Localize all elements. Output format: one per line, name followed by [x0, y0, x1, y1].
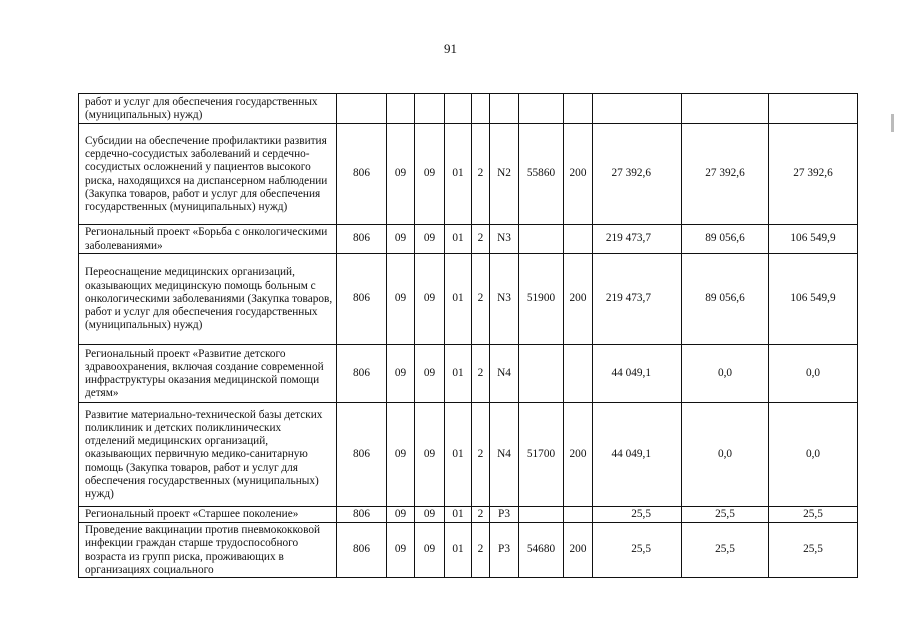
- ministry-code-cell: 806: [337, 345, 387, 403]
- program-code-cell: [445, 94, 472, 124]
- table-row: [79, 403, 858, 507]
- amount-year3-cell: 106 549,9: [769, 225, 858, 254]
- subprogram-code-cell: 2: [472, 523, 490, 578]
- direction-code-cell: [519, 225, 564, 254]
- table-row: [79, 507, 858, 523]
- program-code-cell: 01: [445, 403, 472, 507]
- ministry-code-cell: 806: [337, 403, 387, 507]
- project-code-cell: N4: [490, 403, 519, 507]
- subsection-code-cell: 09: [415, 254, 445, 345]
- ministry-code-cell: 806: [337, 124, 387, 225]
- expense-type-cell: 200: [564, 254, 593, 345]
- subprogram-code-cell: 2: [472, 254, 490, 345]
- amount-year2-cell: 25,5: [682, 523, 769, 578]
- program-code-cell: 01: [445, 507, 472, 523]
- subprogram-code-cell: 2: [472, 507, 490, 523]
- row-name-cell: Проведение вакцинации против пневмококковой инфекции граждан старше трудоспособного возраста из групп риска, проживающих в организациях социального: [79, 523, 337, 578]
- program-code-cell: 01: [445, 124, 472, 225]
- project-code-cell: [490, 94, 519, 124]
- budget-table: [78, 93, 858, 578]
- expense-type-cell: 200: [564, 124, 593, 225]
- ministry-code-cell: 806: [337, 523, 387, 578]
- table-row: [79, 94, 858, 124]
- section-code-cell: [387, 94, 415, 124]
- table-row: [79, 345, 858, 403]
- table-row: [79, 523, 858, 578]
- project-code-cell: N3: [490, 254, 519, 345]
- program-code-cell: 01: [445, 254, 472, 345]
- section-code-cell: 09: [387, 124, 415, 225]
- direction-code-cell: 54680: [519, 523, 564, 578]
- amount-year3-cell: 106 549,9: [769, 254, 858, 345]
- subsection-code-cell: [415, 94, 445, 124]
- amount-year2-cell: 0,0: [682, 403, 769, 507]
- row-name-cell: Переоснащение медицинских организаций, оказывающих медицинскую помощь больным с онкологическими заболеваниями (Закупка товаров, работ и услуг для обеспечения государственных (муниципальных) нужд): [79, 254, 337, 345]
- table-row: [79, 254, 858, 345]
- expense-type-cell: [564, 94, 593, 124]
- amount-year3-cell: 25,5: [769, 523, 858, 578]
- expense-type-cell: 200: [564, 403, 593, 507]
- ministry-code-cell: 806: [337, 507, 387, 523]
- section-code-cell: 09: [387, 507, 415, 523]
- expense-type-cell: 200: [564, 523, 593, 578]
- subsection-code-cell: 09: [415, 345, 445, 403]
- ministry-code-cell: [337, 94, 387, 124]
- page-number: 91: [444, 41, 457, 56]
- section-code-cell: 09: [387, 225, 415, 254]
- row-name-cell: Региональный проект «Борьба с онкологическими заболеваниями»: [79, 225, 337, 254]
- amount-year1-cell: 44 049,1: [593, 403, 682, 507]
- row-name-cell: Региональный проект «Старшее поколение»: [79, 507, 337, 523]
- project-code-cell: N3: [490, 225, 519, 254]
- amount-year2-cell: 0,0: [682, 345, 769, 403]
- amount-year1-cell: 25,5: [593, 507, 682, 523]
- project-code-cell: P3: [490, 523, 519, 578]
- subsection-code-cell: 09: [415, 225, 445, 254]
- amount-year3-cell: 25,5: [769, 507, 858, 523]
- subprogram-code-cell: [472, 94, 490, 124]
- project-code-cell: P3: [490, 507, 519, 523]
- amount-year3-cell: 27 392,6: [769, 124, 858, 225]
- table-row: [79, 124, 858, 225]
- amount-year1-cell: [593, 94, 682, 124]
- program-code-cell: 01: [445, 523, 472, 578]
- amount-year3-cell: 0,0: [769, 403, 858, 507]
- amount-year2-cell: 89 056,6: [682, 254, 769, 345]
- direction-code-cell: 51700: [519, 403, 564, 507]
- direction-code-cell: [519, 345, 564, 403]
- subprogram-code-cell: 2: [472, 225, 490, 254]
- project-code-cell: N2: [490, 124, 519, 225]
- amount-year2-cell: 27 392,6: [682, 124, 769, 225]
- amount-year1-cell: 219 473,7: [593, 254, 682, 345]
- scan-edge-mark: [891, 114, 894, 132]
- amount-year1-cell: 27 392,6: [593, 124, 682, 225]
- program-code-cell: 01: [445, 225, 472, 254]
- subsection-code-cell: 09: [415, 523, 445, 578]
- project-code-cell: N4: [490, 345, 519, 403]
- subprogram-code-cell: 2: [472, 345, 490, 403]
- amount-year2-cell: 89 056,6: [682, 225, 769, 254]
- section-code-cell: 09: [387, 403, 415, 507]
- direction-code-cell: 55860: [519, 124, 564, 225]
- row-name-cell: Развитие материально-технической базы детских поликлиник и детских поликлинических отделений медицинских организаций, оказывающих первичную медико-санитарную помощь (Закупка товаров, работ и услуг для обеспечения государственных (муниципальных) нужд): [79, 403, 337, 507]
- subsection-code-cell: 09: [415, 507, 445, 523]
- section-code-cell: 09: [387, 523, 415, 578]
- amount-year3-cell: [769, 94, 858, 124]
- program-code-cell: 01: [445, 345, 472, 403]
- subprogram-code-cell: 2: [472, 124, 490, 225]
- amount-year1-cell: 25,5: [593, 523, 682, 578]
- ministry-code-cell: 806: [337, 254, 387, 345]
- row-name-cell: Региональный проект «Развитие детского здравоохранения, включая создание современной инфраструктуры оказания медицинской помощи детям»: [79, 345, 337, 403]
- amount-year3-cell: 0,0: [769, 345, 858, 403]
- table-row: [79, 225, 858, 254]
- section-code-cell: 09: [387, 254, 415, 345]
- amount-year2-cell: [682, 94, 769, 124]
- row-name-cell: работ и услуг для обеспечения государственных (муниципальных) нужд): [79, 94, 337, 124]
- expense-type-cell: [564, 225, 593, 254]
- subsection-code-cell: 09: [415, 124, 445, 225]
- amount-year1-cell: 219 473,7: [593, 225, 682, 254]
- amount-year1-cell: 44 049,1: [593, 345, 682, 403]
- direction-code-cell: 51900: [519, 254, 564, 345]
- row-name-cell: Субсидии на обеспечение профилактики развития сердечно-сосудистых заболеваний и сердечно-сосудистых осложнений у пациентов высокого риска, находящихся на диспансерном наблюдении (Закупка товаров, работ и услуг для обеспечения государственных (муниципальных) нужд): [79, 124, 337, 225]
- expense-type-cell: [564, 507, 593, 523]
- direction-code-cell: [519, 94, 564, 124]
- direction-code-cell: [519, 507, 564, 523]
- expense-type-cell: [564, 345, 593, 403]
- section-code-cell: 09: [387, 345, 415, 403]
- amount-year2-cell: 25,5: [682, 507, 769, 523]
- subsection-code-cell: 09: [415, 403, 445, 507]
- subprogram-code-cell: 2: [472, 403, 490, 507]
- ministry-code-cell: 806: [337, 225, 387, 254]
